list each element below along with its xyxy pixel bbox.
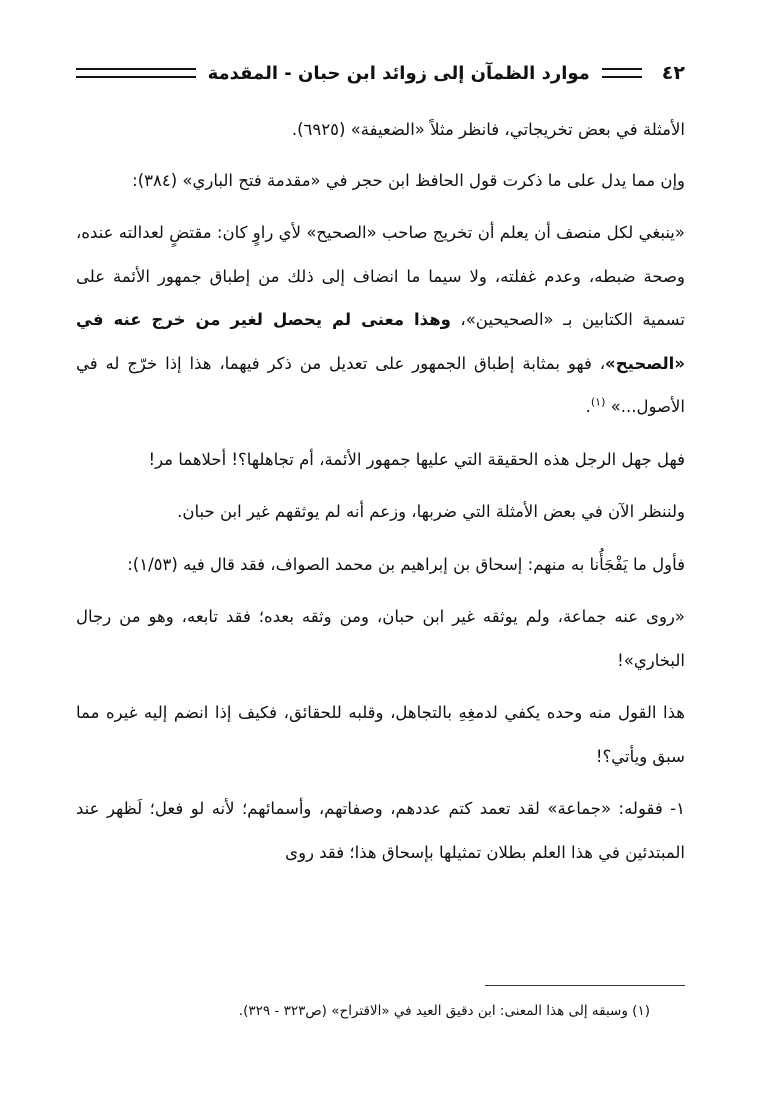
paragraph-6: فأول ما يَفْجَأُنا به منهم: إسحاق بن إبراهيم بن محمد الصواف، فقد قال فيه (١/٥٣):: [127, 554, 685, 574]
footnote: (١) وسبقه إلى هذا المعنى: ابن دقيق العيد في «الاقتراح» (ص٣٢٣ - ٣٢٩).: [238, 1003, 650, 1019]
quote-text-end: ، فهو بمثابة إطباق الجمهور على تعديل من ذكر فيهما، هذا إذا خرّج له في الأصول...»: [76, 353, 685, 416]
paragraph-1: الأمثلة في بعض تخريجاتي، فانظر مثلاً «الضعيفة» (٦٩٢٥).: [291, 120, 685, 139]
footnote-divider: [485, 985, 685, 986]
footnote-reference: (١): [590, 395, 606, 409]
paragraph-7-quote: «روى عنه جماعة، ولم يوثقه غير ابن حبان، ومن وثقه بعده؛ فقد تابعه، وهو من رجال البخاري»!: [76, 607, 685, 670]
header-rule-left: [76, 68, 196, 78]
quote-text-start: «ينبغي لكل منصف أن يعلم أن تخريج صاحب «الصحيح» لأي راوٍ كان: مقتضٍ لعدالته عنده، وصحة ضبطه، وعدم غفلته، ولا سيما ما انضاف إلى ذلك من إطباق جمهور الأئمة على تسمية الكتابين بـ «الصحيحين»،: [76, 223, 685, 329]
paragraph-2: وإن مما يدل على ما ذكرت قول الحافظ ابن حجر في «مقدمة فتح الباري» (٣٨٤):: [132, 170, 685, 190]
running-title: موارد الظمآن إلى زوائد ابن حبان - المقدمة: [207, 62, 590, 84]
quote-period: .: [585, 397, 591, 416]
header-rule-right: [602, 68, 642, 78]
page-body: [76, 108, 685, 883]
page-header: [76, 58, 685, 88]
paragraph-3-quote: [76, 211, 685, 429]
paragraph-9: ١- فقوله: «جماعة» لقد تعمد كتم عددهم، وصفاتهم، وأسمائهم؛ لأنه لو فعل؛ لَظهر عند المبتدئين في هذا العلم بطلان تمثيلها بإسحاق هذا؛ فقد روى: [76, 799, 685, 862]
paragraph-8: هذا القول منه وحده يكفي لدمغِهِ بالتجاهل، وقلبه للحقائق، فكيف إذا انضم إليه غيره مما سبق ويأتي؟!: [76, 703, 685, 766]
quote-bold-text: وهذا معنى لم يحصل لغير من خرج عنه في «الصحيح»: [76, 310, 685, 373]
page-number: ٤٢: [661, 62, 685, 84]
paragraph-4: فهل جهل الرجل هذه الحقيقة التي عليها جمهور الأئمة، أم تجاهلها؟! أحلاهما مر!: [148, 449, 685, 469]
paragraph-5: ولننظر الآن في بعض الأمثلة التي ضربها، وزعم أنه لم يوثقهم غير ابن حبان.: [177, 502, 685, 521]
